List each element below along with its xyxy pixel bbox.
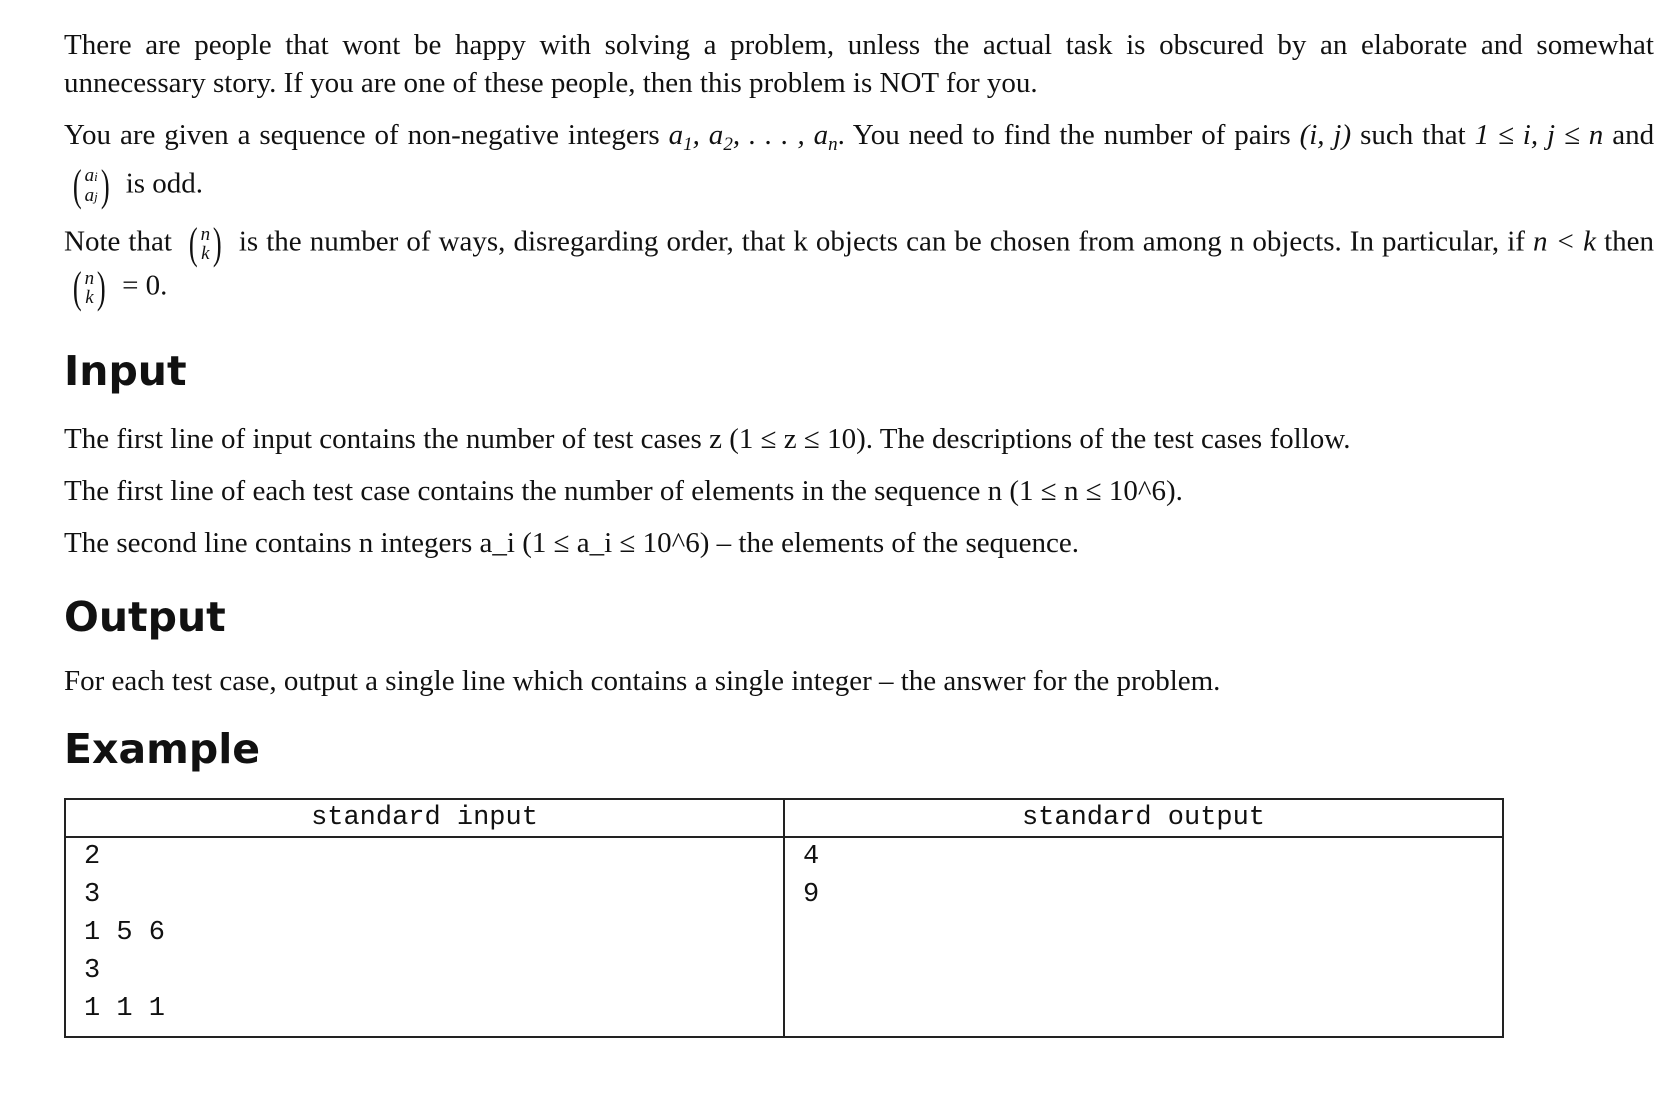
task-text-such: such that	[1360, 119, 1466, 151]
standard-input-cell	[65, 837, 784, 1037]
input-line-1: The first line of input contains the number of test cases z (1 ≤ z ≤ 10). The descriptions of the test cases follow.	[64, 423, 1351, 455]
output-line: For each test case, output a single line which contains a single integer – the answer for the problem.	[64, 665, 1221, 697]
note-text-1: Note that	[64, 225, 172, 258]
example-table	[64, 798, 1504, 1038]
input-sample-line: 1 1 1	[84, 994, 166, 1024]
output-sample-line: 9	[803, 880, 820, 910]
input-line-2: The first line of each test case contains the number of elements in the sequence n (1 ≤ n ≤ 10^6).	[64, 475, 1183, 507]
input-sample-line: 3	[84, 880, 101, 910]
note-text-then: then	[1604, 225, 1655, 258]
input-sample-line: 2	[84, 842, 101, 872]
sequence-formula: $a_1$, $a_2$, . . . , $a_n$	[668, 119, 838, 155]
task-text-1: You are given a sequence of non-negative integers	[64, 119, 660, 151]
note-text-end: = 0.	[122, 269, 168, 302]
condition-formula: 1 ≤ i, j ≤ n	[1474, 119, 1604, 151]
example-heading: Example	[64, 725, 261, 773]
input-heading: Input	[64, 347, 187, 395]
task-text-end: is odd.	[125, 167, 204, 200]
problem-statement	[64, 26, 1654, 1038]
task-text-and: and	[1612, 119, 1655, 151]
standard-input-header: standard input	[65, 799, 784, 837]
input-sample-line: 3	[84, 956, 101, 986]
pair-formula: (i, j)	[1299, 119, 1352, 151]
standard-output-header: standard output	[784, 799, 1503, 837]
intro-paragraph: There are people that wont be happy with solving a problem, unless the actual task is obscured by an elaborate and somewhat unnecessary story. If you are one of these people, then this problem is NOT for you.	[64, 29, 1654, 99]
note-paragraph	[64, 219, 1655, 312]
note-text-2: is the number of ways, disregarding order, that k objects can be chosen from among n objects. In particular, if	[238, 225, 1525, 258]
task-text-2: . You need to find the number of pairs	[837, 119, 1291, 151]
standard-output-cell	[784, 837, 1503, 1037]
note-condition: n < k	[1533, 225, 1597, 258]
output-heading: Output	[64, 593, 226, 641]
input-sample-line: 1 5 6	[84, 918, 166, 948]
binomial-n-k: ( n k )	[188, 219, 222, 268]
binomial-n-k-zero: ( n k )	[72, 263, 106, 312]
task-paragraph	[64, 116, 1654, 208]
output-sample-line: 4	[803, 842, 820, 872]
binomial-ai-aj: ( ai aj )	[72, 161, 110, 210]
input-line-3: The second line contains n integers a_i (1 ≤ a_i ≤ 10^6) – the elements of the sequence.	[64, 527, 1080, 559]
